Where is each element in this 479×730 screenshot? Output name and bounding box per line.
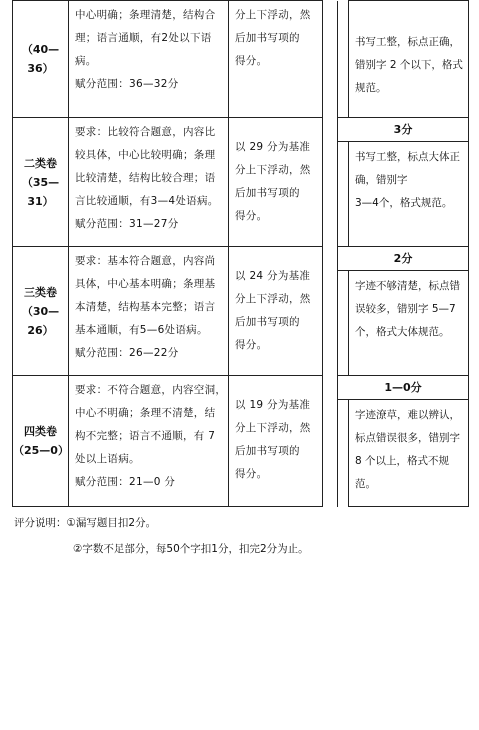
category-line: （25—0） (13, 444, 69, 457)
category-cell (13, 118, 69, 247)
requirement-line: 比较清楚，结构比较合理；语 (75, 172, 216, 184)
scoring-line: 后加书写项的 (235, 445, 300, 457)
scoring-note-1: 评分说明：①漏写题目扣2分。 (14, 517, 157, 529)
tier-description-cell (349, 400, 469, 507)
spacer-cell (338, 400, 349, 507)
spacer-cell (323, 376, 338, 507)
tier-description-cell (349, 271, 469, 376)
tier-line: 字迹不够清楚，标点错 (355, 280, 460, 292)
scoring-line: 后加书写项的 (235, 187, 300, 199)
tier-score: 2分 (338, 247, 469, 271)
requirement-line: 病。 (75, 55, 97, 67)
scoring-note-2: ②字数不足部分，每50个字扣1分，扣完2分为止。 (73, 543, 309, 555)
scoring-line: 得分。 (235, 210, 268, 222)
spacer-cell (338, 1, 349, 118)
scoring-cell (229, 1, 323, 118)
tier-line: 范。 (355, 478, 376, 490)
requirement-line: 要求：不符合题意，内容空洞， (75, 384, 227, 396)
tier-score: 1—0分 (338, 376, 469, 400)
spacer-cell (323, 1, 338, 118)
scoring-cell (229, 376, 323, 507)
scoring-line: 分上下浮动，然 (235, 9, 311, 21)
tier-line: 误较多，错别字 5—7 (355, 303, 456, 315)
tier-line: 3—4个，格式规范。 (355, 197, 453, 209)
requirement-line: 具体，中心基本明确；条理基 (75, 278, 216, 290)
scoring-line: 以 19 分为基准 (235, 399, 311, 411)
scoring-line: 得分。 (235, 468, 268, 480)
spacer-cell (338, 271, 349, 376)
tier-line: 8 个以上，格式不规 (355, 455, 450, 467)
scoring-line: 得分。 (235, 339, 268, 351)
category-cell (13, 376, 69, 507)
requirement-line: 要求：比较符合题意，内容比 (75, 126, 216, 138)
requirements-cell (69, 1, 229, 118)
requirements-cell (69, 376, 229, 507)
rubric-row-2 (13, 118, 469, 142)
category-line: 三类卷 (24, 285, 57, 299)
scoring-line: 分上下浮动，然 (235, 422, 311, 434)
requirements-cell (69, 247, 229, 376)
tier-line: 字迹潦草，难以辨认， (355, 409, 460, 421)
rubric-table (12, 0, 469, 507)
tier-description-cell (349, 1, 469, 118)
scoring-cell (229, 247, 323, 376)
tier-line: 标点错误很多，错别字 (355, 432, 460, 444)
tier-line: 规范。 (355, 82, 387, 94)
requirements-cell (69, 118, 229, 247)
category-line: （40— (21, 43, 60, 56)
category-line: （30— (21, 304, 60, 318)
category-line: 四类卷 (24, 425, 57, 438)
category-cell (13, 247, 69, 376)
requirement-line: 言比较通顺，有3—4处语病。 (75, 195, 219, 207)
category-line: 二类卷 (24, 156, 57, 170)
spacer-cell (338, 142, 349, 247)
rubric-row-4 (13, 376, 469, 400)
requirement-line: 构不完整；语言不通顺，有 7 (75, 430, 216, 442)
requirement-line: 处以上语病。 (75, 453, 140, 465)
scoring-line: 得分。 (235, 55, 268, 67)
scoring-line: 分上下浮动，然 (235, 164, 311, 176)
requirement-line: 本清楚，结构基本完整；语言 (75, 301, 216, 313)
tier-line: 错别字 2 个以下，格式 (355, 59, 463, 71)
requirement-line: 中心不明确；条理不清楚，结 (75, 407, 216, 419)
tier-description-cell (349, 142, 469, 247)
tier-line: 书写工整，标点正确， (355, 36, 460, 48)
requirement-line: 中心明确；条理清楚，结构合 (75, 9, 216, 21)
requirement-line: 要求：基本符合题意，内容尚 (75, 255, 216, 267)
category-cell (13, 1, 69, 118)
rubric-row-3 (13, 247, 469, 271)
requirement-line: 赋分范围：36—32分 (75, 78, 179, 90)
category-line: 31） (27, 194, 54, 208)
tier-line: 个，格式大体规范。 (355, 326, 450, 338)
category-line: 26） (27, 323, 54, 337)
requirement-line: 较具体，中心比较明确；条理 (75, 149, 216, 161)
scoring-line: 以 24 分为基准 (235, 270, 311, 282)
requirement-line: 赋分范围：21—0 分 (75, 476, 176, 488)
scoring-line: 后加书写项的 (235, 32, 300, 44)
requirement-line: 理；语言通顺，有2处以下语 (75, 32, 212, 44)
spacer-cell (323, 247, 338, 376)
scoring-line: 以 29 分为基准 (235, 141, 311, 153)
spacer-cell (323, 118, 338, 247)
tier-line: 确，错别字 (355, 174, 408, 186)
tier-line: 书写工整，标点大体正 (355, 151, 460, 163)
requirement-line: 赋分范围：31—27分 (75, 218, 179, 230)
category-line: （35— (21, 175, 60, 189)
category-line: 36） (27, 62, 54, 75)
tier-score: 3分 (338, 118, 469, 142)
scoring-cell (229, 118, 323, 247)
requirement-line: 基本通顺，有5—6处语病。 (75, 324, 208, 336)
requirement-line: 赋分范围：26—22分 (75, 347, 179, 359)
scoring-line: 分上下浮动，然 (235, 293, 311, 305)
scoring-line: 后加书写项的 (235, 316, 300, 328)
